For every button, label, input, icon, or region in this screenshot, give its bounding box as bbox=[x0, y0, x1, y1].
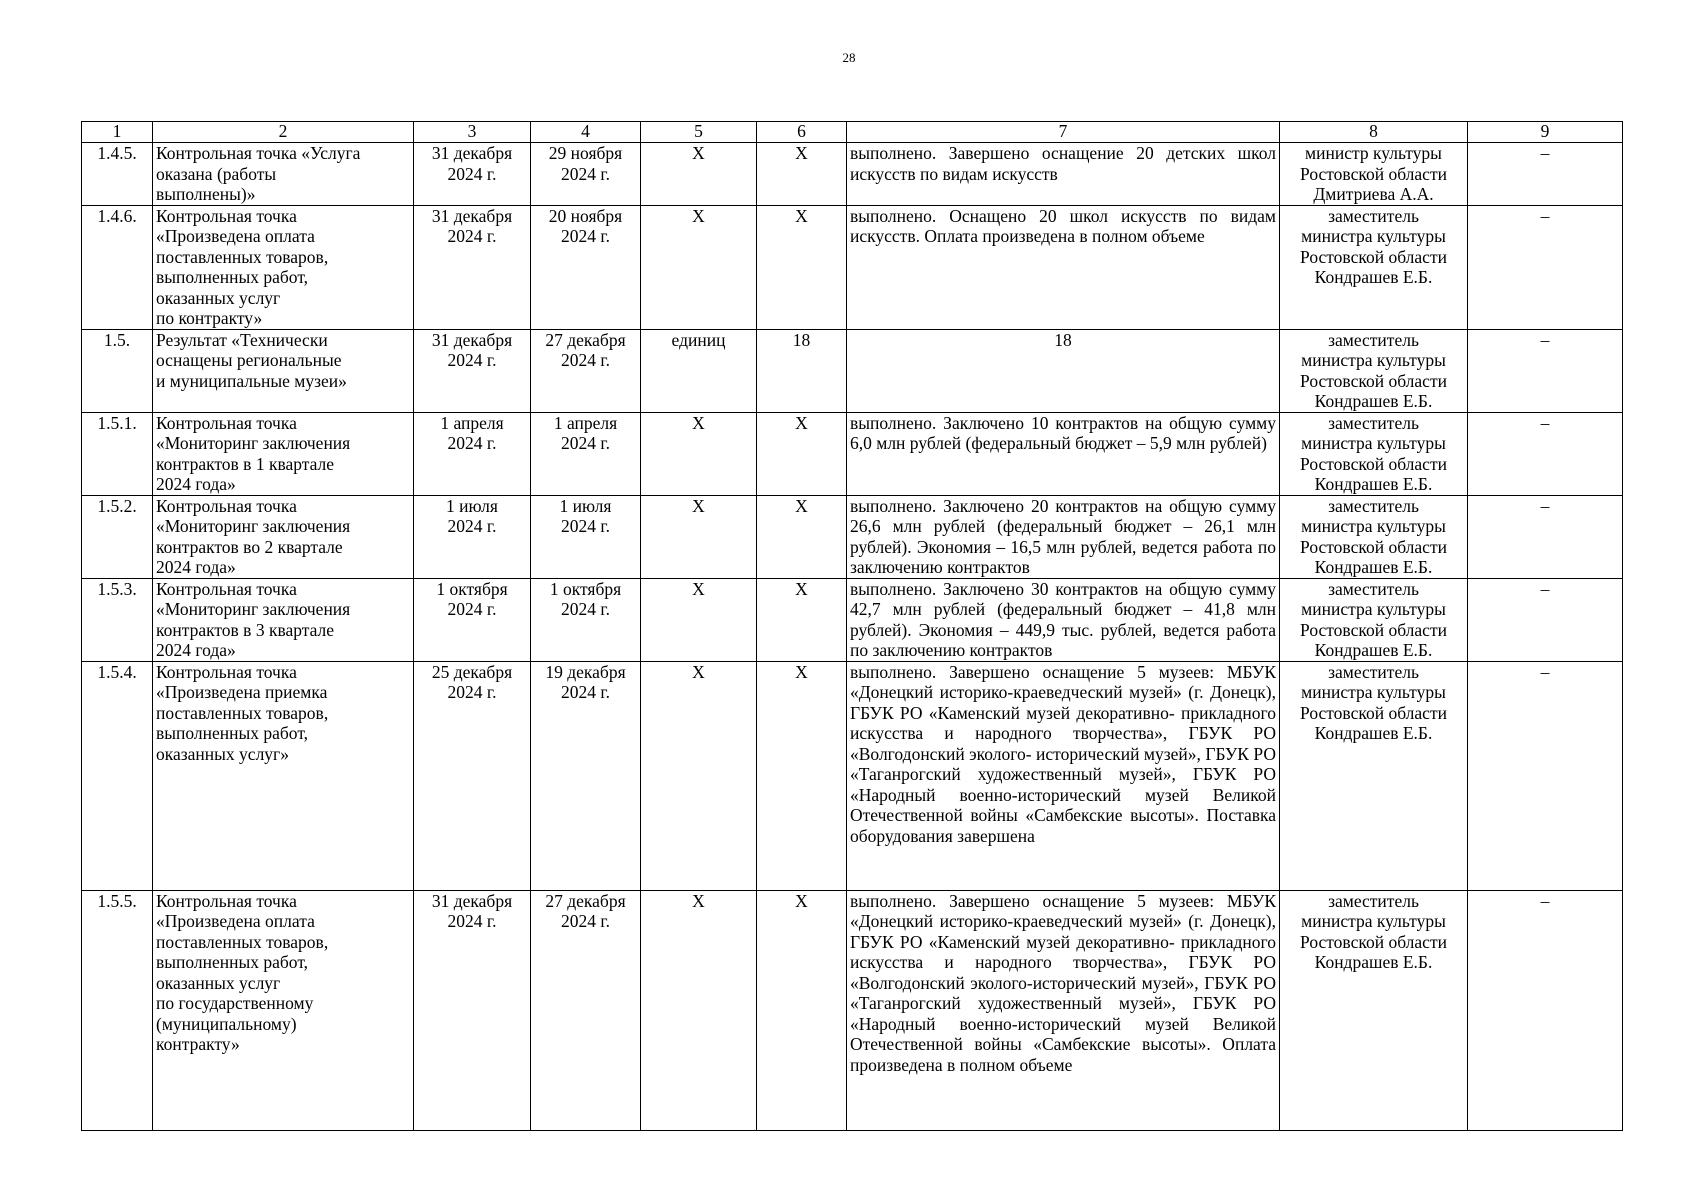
report-table bbox=[81, 121, 1623, 1131]
event-name-cell-line: «Мониторинг заключения bbox=[156, 433, 351, 453]
table-row bbox=[82, 890, 1623, 1130]
column-header: 2 bbox=[153, 122, 414, 143]
event-name-cell-line: Контрольная точка bbox=[156, 412, 297, 433]
responsible-cell-line: заместитель bbox=[1328, 890, 1419, 911]
responsible-cell-line: Кондрашев Е.Б. bbox=[1314, 723, 1433, 743]
responsible-cell-line: Ростовской области bbox=[1300, 702, 1447, 723]
responsible-cell-line: заместитель bbox=[1328, 329, 1419, 350]
actual-date-cell bbox=[531, 143, 641, 206]
unit-cell: Х bbox=[641, 205, 757, 329]
column-header: 5 bbox=[641, 122, 757, 143]
note-cell: – bbox=[1468, 661, 1623, 890]
event-name-cell bbox=[153, 143, 414, 206]
plan-date-cell bbox=[414, 143, 531, 206]
value-cell: Х bbox=[757, 890, 847, 1130]
actual-date-cell-line: 1 октября bbox=[549, 578, 622, 599]
row-number-cell: 1.4.6. bbox=[82, 205, 153, 329]
table-row bbox=[82, 143, 1623, 206]
row-number-cell: 1.5. bbox=[82, 329, 153, 412]
responsible-cell-line: министр культуры bbox=[1305, 143, 1442, 163]
responsible-cell-line: заместитель bbox=[1328, 412, 1419, 433]
status-cell: выполнено. Заключено 10 контрактов на общую сумму 6,0 млн рублей (федеральный бюджет – 5,9 млн рублей) bbox=[847, 412, 1280, 495]
value-cell: Х bbox=[757, 495, 847, 578]
plan-date-cell-line: 25 декабря bbox=[431, 661, 513, 682]
plan-date-cell-line: 2024 г. bbox=[447, 226, 497, 246]
actual-date-cell bbox=[531, 495, 641, 578]
event-name-cell-line: оказанных услуг bbox=[156, 287, 281, 308]
actual-date-cell bbox=[531, 412, 641, 495]
responsible-cell bbox=[1280, 495, 1468, 578]
plan-date-cell-line: 2024 г. bbox=[447, 599, 497, 619]
actual-date-cell-line: 2024 г. bbox=[561, 516, 610, 536]
plan-date-cell-line: 1 октября bbox=[436, 578, 508, 599]
note-cell: – bbox=[1468, 412, 1623, 495]
event-name-cell-line: контрактов в 1 квартале bbox=[156, 453, 335, 474]
event-name-cell-line: 2024 года» bbox=[156, 640, 236, 660]
column-header: 7 bbox=[847, 122, 1280, 143]
responsible-cell-line: министра культуры bbox=[1301, 226, 1446, 246]
event-name-cell-line: Контрольная точка bbox=[156, 578, 297, 599]
status-cell: выполнено. Завершено оснащение 5 музеев: МБУК «Донецкий историко-краеведческий музей» (г. Донецк), ГБУК РО «Каменский музей декоративно- прикладного искусства и народного творчества», ГБУК РО «Волгодонский эколого- исторический музей», ГБУК РО «Таганрогский художественный музей», ГБУК РО «Народный военно-исторический музей Великой Отечественной войны «Самбекские высоты». Поставка оборудования завершена bbox=[847, 661, 1280, 890]
event-name-cell bbox=[153, 412, 414, 495]
plan-date-cell-line: 2024 г. bbox=[447, 163, 497, 184]
responsible-cell-line: Кондрашев Е.Б. bbox=[1314, 640, 1433, 660]
responsible-cell-line: министра культуры bbox=[1301, 433, 1446, 453]
table-header-row bbox=[82, 122, 1623, 143]
row-number-cell: 1.4.5. bbox=[82, 143, 153, 206]
plan-date-cell bbox=[414, 412, 531, 495]
event-name-cell-line: оказанных услуг bbox=[156, 972, 281, 993]
column-header: 9 bbox=[1468, 122, 1623, 143]
event-name-cell-line: оказана (работы bbox=[156, 163, 277, 184]
column-header: 6 bbox=[757, 122, 847, 143]
event-name-cell-line: Результат «Технически bbox=[156, 329, 328, 350]
responsible-cell-line: Ростовской области bbox=[1300, 536, 1447, 557]
plan-date-cell-line: 31 декабря bbox=[431, 890, 513, 911]
event-name-cell-line: контрактов во 2 квартале bbox=[156, 536, 343, 557]
plan-date-cell bbox=[414, 329, 531, 412]
actual-date-cell-line: 27 декабря bbox=[545, 329, 626, 350]
value-cell: Х bbox=[757, 412, 847, 495]
responsible-cell-line: Кондрашев Е.Б. bbox=[1314, 474, 1433, 494]
actual-date-cell-line: 2024 г. bbox=[561, 682, 610, 702]
responsible-cell-line: министра культуры bbox=[1301, 911, 1446, 931]
event-name-cell bbox=[153, 205, 414, 329]
actual-date-cell-line: 29 ноября bbox=[548, 143, 623, 163]
plan-date-cell-line: 2024 г. bbox=[447, 682, 497, 702]
plan-date-cell-line: 31 декабря bbox=[431, 329, 513, 350]
table-row bbox=[82, 329, 1623, 412]
plan-date-cell-line: 2024 г. bbox=[447, 433, 497, 453]
column-header: 4 bbox=[531, 122, 641, 143]
event-name-cell-line: поставленных товаров, bbox=[156, 246, 329, 267]
value-cell: Х bbox=[757, 143, 847, 206]
event-name-cell-line: контрактов в 3 квартале bbox=[156, 619, 335, 640]
responsible-cell bbox=[1280, 578, 1468, 661]
value-cell: Х bbox=[757, 578, 847, 661]
responsible-cell-line: Ростовской области bbox=[1300, 931, 1447, 952]
row-number-cell: 1.5.2. bbox=[82, 495, 153, 578]
responsible-cell-line: Кондрашев Е.Б. bbox=[1314, 952, 1433, 972]
status-cell: выполнено. Оснащено 20 школ искусств по видам искусств. Оплата произведена в полном объеме bbox=[847, 205, 1280, 329]
event-name-cell-line: выполненных работ, bbox=[156, 952, 309, 972]
plan-date-cell-line: 1 июля bbox=[446, 495, 498, 516]
table-row bbox=[82, 495, 1623, 578]
responsible-cell bbox=[1280, 890, 1468, 1130]
actual-date-cell bbox=[531, 890, 641, 1130]
note-cell: – bbox=[1468, 890, 1623, 1130]
table-row bbox=[82, 661, 1623, 890]
unit-cell: Х bbox=[641, 495, 757, 578]
row-number-cell: 1.5.3. bbox=[82, 578, 153, 661]
event-name-cell-line: Контрольная точка bbox=[156, 661, 297, 682]
plan-date-cell-line: 2024 г. bbox=[447, 350, 497, 370]
unit-cell: Х bbox=[641, 661, 757, 890]
event-name-cell-line: по контракту» bbox=[156, 308, 263, 328]
actual-date-cell-line: 2024 г. bbox=[561, 350, 610, 370]
event-name-cell-line: оказанных услуг» bbox=[156, 743, 289, 764]
status-cell: выполнено. Завершено оснащение 5 музеев: МБУК «Донецкий историко-краеведческий музей» (г. Донецк), ГБУК РО «Каменский музей декоративно- прикладного искусства и народного творчества», ГБУК РО «Волгодонский эколого-исторический музей», ГБУК РО «Таганрогский художественный музей», ГБУК РО «Народный военно-исторический музей Великой Отечественной войны «Самбекские высоты». Оплата произведена в полном объеме bbox=[847, 890, 1280, 1130]
event-name-cell-line: «Мониторинг заключения bbox=[156, 599, 351, 619]
event-name-cell-line: поставленных товаров, bbox=[156, 931, 329, 952]
column-header: 1 bbox=[82, 122, 153, 143]
unit-cell: Х bbox=[641, 578, 757, 661]
event-name-cell-line: Контрольная точка «Услуга bbox=[156, 143, 361, 163]
event-name-cell-line: контракту» bbox=[156, 1034, 240, 1054]
responsible-cell-line: заместитель bbox=[1328, 205, 1419, 226]
table-row bbox=[82, 412, 1623, 495]
actual-date-cell bbox=[531, 661, 641, 890]
responsible-cell-line: заместитель bbox=[1328, 661, 1419, 682]
plan-date-cell-line: 2024 г. bbox=[447, 911, 497, 931]
actual-date-cell-line: 1 апреля bbox=[553, 412, 618, 433]
responsible-cell-line: министра культуры bbox=[1301, 516, 1446, 536]
actual-date-cell-line: 2024 г. bbox=[561, 226, 610, 246]
status-cell: выполнено. Заключено 20 контрактов на общую сумму 26,6 млн рублей (федеральный бюджет – 26,1 млн рублей). Экономия – 16,5 млн рублей, ведется работа по заключению контрактов bbox=[847, 495, 1280, 578]
actual-date-cell bbox=[531, 578, 641, 661]
responsible-cell bbox=[1280, 661, 1468, 890]
actual-date-cell bbox=[531, 205, 641, 329]
unit-cell: единиц bbox=[641, 329, 757, 412]
plan-date-cell-line: 2024 г. bbox=[447, 516, 497, 536]
responsible-cell-line: министра культуры bbox=[1301, 350, 1446, 370]
table-row bbox=[82, 205, 1623, 329]
plan-date-cell-line: 1 апреля bbox=[440, 412, 504, 433]
status-cell: 18 bbox=[847, 329, 1280, 412]
page-number: 28 bbox=[842, 50, 856, 65]
value-cell: 18 bbox=[757, 329, 847, 412]
actual-date-cell-line: 2024 г. bbox=[561, 163, 610, 184]
event-name-cell bbox=[153, 495, 414, 578]
plan-date-cell bbox=[414, 495, 531, 578]
event-name-cell-line: 2024 года» bbox=[156, 557, 236, 577]
event-name-cell-line: по государственному bbox=[156, 993, 314, 1013]
plan-date-cell-line: 31 декабря bbox=[431, 143, 513, 163]
column-header: 8 bbox=[1280, 122, 1468, 143]
event-name-cell-line: Контрольная точка bbox=[156, 495, 297, 516]
responsible-cell-line: министра культуры bbox=[1301, 682, 1446, 702]
responsible-cell bbox=[1280, 205, 1468, 329]
table-row bbox=[82, 578, 1623, 661]
responsible-cell-line: Кондрашев Е.Б. bbox=[1314, 391, 1433, 411]
event-name-cell-line: выполненных работ, bbox=[156, 267, 309, 287]
responsible-cell bbox=[1280, 412, 1468, 495]
event-name-cell bbox=[153, 329, 414, 412]
responsible-cell-line: Кондрашев Е.Б. bbox=[1314, 557, 1433, 577]
responsible-cell-line: Ростовской области bbox=[1300, 453, 1447, 474]
event-name-cell-line: «Мониторинг заключения bbox=[156, 516, 351, 536]
event-name-cell bbox=[153, 890, 414, 1130]
responsible-cell-line: Дмитриева А.А. bbox=[1313, 184, 1434, 204]
value-cell: Х bbox=[757, 661, 847, 890]
event-name-cell-line: выполнены)» bbox=[156, 184, 256, 204]
row-number-cell: 1.5.4. bbox=[82, 661, 153, 890]
event-name-cell-line: поставленных товаров, bbox=[156, 702, 329, 723]
unit-cell: Х bbox=[641, 890, 757, 1130]
responsible-cell-line: Ростовской области bbox=[1300, 163, 1447, 184]
value-cell: Х bbox=[757, 205, 847, 329]
status-cell: выполнено. Заключено 30 контрактов на общую сумму 42,7 млн рублей (федеральный бюджет – 41,8 млн рублей). Экономия – 449,9 тыс. рублей, ведется работа по заключению контрактов bbox=[847, 578, 1280, 661]
event-name-cell-line: и муниципальные музеи» bbox=[156, 370, 347, 391]
responsible-cell-line: Кондрашев Е.Б. bbox=[1314, 267, 1433, 287]
note-cell: – bbox=[1468, 143, 1623, 206]
event-name-cell-line: «Произведена приемка bbox=[156, 682, 328, 702]
unit-cell: Х bbox=[641, 412, 757, 495]
responsible-cell-line: заместитель bbox=[1328, 495, 1419, 516]
note-cell: – bbox=[1468, 205, 1623, 329]
responsible-cell-line: министра культуры bbox=[1301, 599, 1446, 619]
event-name-cell bbox=[153, 661, 414, 890]
actual-date-cell-line: 19 декабря bbox=[545, 661, 626, 682]
actual-date-cell-line: 2024 г. bbox=[561, 599, 610, 619]
event-name-cell-line: оснащены региональные bbox=[156, 350, 342, 370]
event-name-cell-line: «Произведена оплата bbox=[156, 226, 315, 246]
actual-date-cell-line: 27 декабря bbox=[545, 890, 626, 911]
event-name-cell-line: Контрольная точка bbox=[156, 205, 297, 226]
responsible-cell bbox=[1280, 143, 1468, 206]
actual-date-cell-line: 2024 г. bbox=[561, 433, 610, 453]
responsible-cell-line: Ростовской области bbox=[1300, 246, 1447, 267]
responsible-cell-line: Ростовской области bbox=[1300, 619, 1447, 640]
column-header: 3 bbox=[414, 122, 531, 143]
plan-date-cell bbox=[414, 890, 531, 1130]
plan-date-cell bbox=[414, 205, 531, 329]
note-cell: – bbox=[1468, 578, 1623, 661]
unit-cell: Х bbox=[641, 143, 757, 206]
responsible-cell-line: Ростовской области bbox=[1300, 370, 1447, 391]
event-name-cell bbox=[153, 578, 414, 661]
responsible-cell-line: заместитель bbox=[1328, 578, 1419, 599]
event-name-cell-line: 2024 года» bbox=[156, 474, 236, 494]
actual-date-cell-line: 20 ноября bbox=[548, 205, 623, 226]
row-number-cell: 1.5.5. bbox=[82, 890, 153, 1130]
note-cell: – bbox=[1468, 495, 1623, 578]
event-name-cell-line: (муниципальному) bbox=[156, 1013, 297, 1034]
plan-date-cell bbox=[414, 661, 531, 890]
plan-date-cell bbox=[414, 578, 531, 661]
status-cell: выполнено. Завершено оснащение 20 детских школ искусств по видам искусств bbox=[847, 143, 1280, 206]
event-name-cell-line: «Произведена оплата bbox=[156, 911, 315, 931]
actual-date-cell-line: 2024 г. bbox=[561, 911, 610, 931]
note-cell: – bbox=[1468, 329, 1623, 412]
actual-date-cell bbox=[531, 329, 641, 412]
actual-date-cell-line: 1 июля bbox=[559, 495, 612, 516]
plan-date-cell-line: 31 декабря bbox=[431, 205, 513, 226]
row-number-cell: 1.5.1. bbox=[82, 412, 153, 495]
responsible-cell bbox=[1280, 329, 1468, 412]
event-name-cell-line: выполненных работ, bbox=[156, 723, 309, 743]
event-name-cell-line: Контрольная точка bbox=[156, 890, 297, 911]
